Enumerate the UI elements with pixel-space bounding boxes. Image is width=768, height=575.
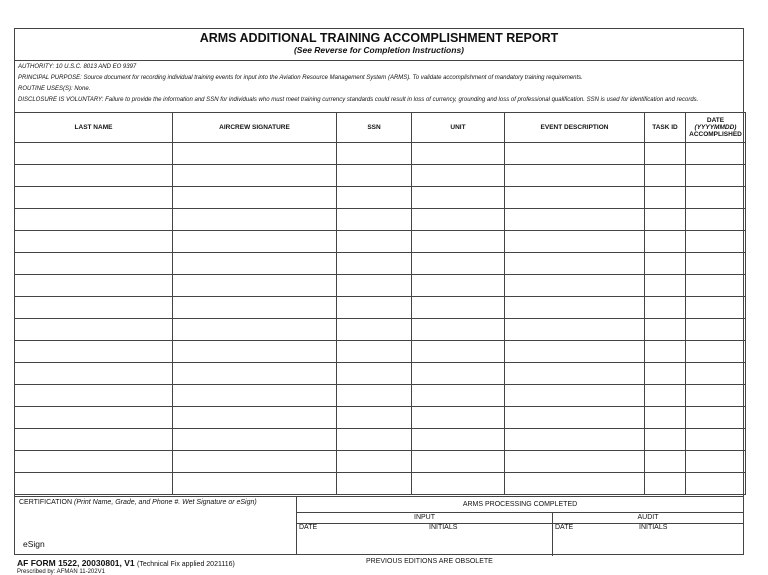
task-id-cell[interactable]	[645, 165, 686, 187]
authority-text: AUTHORITY: 10 U.S.C. 8013 AND EO 9397	[18, 64, 137, 70]
signature-cell[interactable]	[173, 275, 337, 297]
obsolete-notice: PREVIOUS EDITIONS ARE OBSOLETE	[366, 558, 493, 565]
prescribed-by: Prescribed by: AFMAN 11-202V1	[17, 569, 105, 575]
signature-cell[interactable]	[173, 473, 337, 495]
table-row	[15, 385, 746, 407]
date-cell[interactable]	[686, 165, 746, 187]
event-cell[interactable]	[505, 363, 645, 385]
ssn-cell[interactable]	[337, 473, 412, 495]
table-row	[15, 407, 746, 429]
ssn-cell[interactable]	[337, 451, 412, 473]
unit-cell[interactable]	[412, 429, 505, 451]
signature-cell[interactable]	[173, 209, 337, 231]
table-row	[15, 363, 746, 385]
event-cell[interactable]	[505, 429, 645, 451]
event-cell[interactable]	[505, 297, 645, 319]
unit-cell[interactable]	[412, 231, 505, 253]
task-id-cell[interactable]	[645, 253, 686, 275]
date-cell[interactable]	[686, 297, 746, 319]
date-label: DATE	[706, 117, 725, 124]
arms-title: ARMS PROCESSING COMPLETED	[297, 497, 743, 513]
col-unit: UNIT	[412, 113, 505, 143]
task-id-cell[interactable]	[645, 451, 686, 473]
signature-cell[interactable]	[173, 341, 337, 363]
date-cell[interactable]	[686, 209, 746, 231]
ssn-cell[interactable]	[337, 253, 412, 275]
last-name-cell[interactable]	[15, 209, 173, 231]
unit-cell[interactable]	[412, 297, 505, 319]
table-row	[15, 165, 746, 187]
event-cell[interactable]	[505, 319, 645, 341]
last-name-cell[interactable]	[15, 385, 173, 407]
date-cell[interactable]	[686, 319, 746, 341]
unit-cell[interactable]	[412, 209, 505, 231]
ssn-cell[interactable]	[337, 187, 412, 209]
date-cell[interactable]	[686, 451, 746, 473]
event-cell[interactable]	[505, 253, 645, 275]
form-id: AF FORM 1522, 20030801, V1	[17, 558, 135, 568]
table-row	[15, 231, 746, 253]
last-name-cell[interactable]	[15, 473, 173, 495]
col-signature: AIRCREW SIGNATURE	[173, 113, 337, 143]
signature-cell[interactable]	[173, 407, 337, 429]
ssn-cell[interactable]	[337, 363, 412, 385]
unit-cell[interactable]	[412, 253, 505, 275]
table-row	[15, 451, 746, 473]
event-cell[interactable]	[505, 143, 645, 165]
last-name-cell[interactable]	[15, 429, 173, 451]
ssn-cell[interactable]	[337, 297, 412, 319]
signature-cell[interactable]	[173, 451, 337, 473]
disclosure-text: DISCLOSURE IS VOLUNTARY: Failure to provide the information and SSN for individuals who must meet training currency standards could result in loss of currency, grounding and loss of professional qualification. SSN is used for identification and records.	[18, 97, 699, 103]
col-event: EVENT DESCRIPTION	[505, 113, 645, 143]
table-row	[15, 429, 746, 451]
ssn-cell[interactable]	[337, 209, 412, 231]
date-cell[interactable]	[686, 275, 746, 297]
last-name-cell[interactable]	[15, 231, 173, 253]
table-row	[15, 319, 746, 341]
date-cell[interactable]	[686, 253, 746, 275]
input-date-field[interactable]: DATE	[299, 524, 318, 531]
signature-cell[interactable]	[173, 187, 337, 209]
certification-hint: (Print Name, Grade, and Phone #. Wet Signature or eSign)	[73, 499, 257, 506]
audit-label: AUDIT	[553, 513, 743, 524]
table-row	[15, 341, 746, 363]
signature-cell[interactable]	[173, 319, 337, 341]
event-cell[interactable]	[505, 209, 645, 231]
event-cell[interactable]	[505, 187, 645, 209]
unit-cell[interactable]	[412, 187, 505, 209]
ssn-cell[interactable]	[337, 341, 412, 363]
task-id-cell[interactable]	[645, 143, 686, 165]
unit-cell[interactable]	[412, 275, 505, 297]
unit-cell[interactable]	[412, 341, 505, 363]
ssn-cell[interactable]	[337, 275, 412, 297]
event-cell[interactable]	[505, 451, 645, 473]
task-id-cell[interactable]	[645, 231, 686, 253]
last-name-cell[interactable]	[15, 341, 173, 363]
date-cell[interactable]	[686, 231, 746, 253]
input-label: INPUT	[297, 513, 552, 524]
table-row	[15, 143, 746, 165]
date-cell[interactable]	[686, 407, 746, 429]
privacy-act-statement	[15, 60, 743, 113]
col-ssn: SSN	[337, 113, 412, 143]
unit-cell[interactable]	[412, 165, 505, 187]
task-id-cell[interactable]	[645, 341, 686, 363]
task-id-cell[interactable]	[645, 429, 686, 451]
ssn-cell[interactable]	[337, 385, 412, 407]
last-name-cell[interactable]	[15, 319, 173, 341]
task-id-cell[interactable]	[645, 473, 686, 495]
last-name-cell[interactable]	[15, 407, 173, 429]
form-subtitle: (See Reverse for Completion Instructions)	[293, 45, 465, 55]
training-table	[14, 112, 746, 495]
task-id-cell[interactable]	[645, 407, 686, 429]
task-id-cell[interactable]	[645, 385, 686, 407]
table-row	[15, 209, 746, 231]
table-row	[15, 187, 746, 209]
ssn-cell[interactable]	[337, 407, 412, 429]
input-section	[297, 513, 553, 556]
technical-fix: (Technical Fix applied 2021116)	[137, 561, 235, 568]
signature-cell[interactable]	[173, 253, 337, 275]
event-cell[interactable]	[505, 275, 645, 297]
unit-cell[interactable]	[412, 363, 505, 385]
routine-uses-text: ROUTINE USES(S): None.	[18, 86, 91, 92]
arms-processing-section	[297, 496, 743, 556]
last-name-cell[interactable]	[15, 363, 173, 385]
task-id-cell[interactable]	[645, 187, 686, 209]
signature-cell[interactable]	[173, 297, 337, 319]
esign-button[interactable]: eSign	[23, 539, 45, 549]
last-name-cell[interactable]	[15, 187, 173, 209]
task-id-cell[interactable]	[645, 363, 686, 385]
ssn-cell[interactable]	[337, 165, 412, 187]
col-date	[686, 113, 746, 143]
form-number	[17, 558, 235, 568]
table-row	[15, 473, 746, 495]
signature-cell[interactable]	[173, 363, 337, 385]
unit-cell[interactable]	[412, 451, 505, 473]
purpose-text: PRINCIPAL PURPOSE: Source document for recording individual training events for input into the Aviation Resource Management System (ARMS). To validate accomplishment of mandatory training requirements.	[18, 75, 583, 81]
table-row	[15, 297, 746, 319]
event-cell[interactable]	[505, 385, 645, 407]
date-cell[interactable]	[686, 187, 746, 209]
date-accomplished: ACCOMPLISHED	[689, 131, 742, 138]
unit-cell[interactable]	[412, 385, 505, 407]
table-row	[15, 275, 746, 297]
date-cell[interactable]	[686, 385, 746, 407]
table-row	[15, 253, 746, 275]
last-name-cell[interactable]	[15, 297, 173, 319]
training-report-form	[14, 28, 744, 555]
ssn-cell[interactable]	[337, 429, 412, 451]
certification-label: CERTIFICATION	[19, 499, 73, 506]
last-name-cell[interactable]	[15, 275, 173, 297]
certification-section[interactable]	[15, 496, 297, 555]
audit-initials-field[interactable]: INITIALS	[639, 524, 668, 531]
last-name-cell[interactable]	[15, 253, 173, 275]
input-initials-field[interactable]: INITIALS	[429, 524, 458, 531]
event-cell[interactable]	[505, 165, 645, 187]
signature-cell[interactable]	[173, 429, 337, 451]
signature-cell[interactable]	[173, 143, 337, 165]
col-last-name: LAST NAME	[15, 113, 173, 143]
ssn-cell[interactable]	[337, 231, 412, 253]
form-title: ARMS ADDITIONAL TRAINING ACCOMPLISHMENT REPORT	[199, 31, 559, 45]
date-cell[interactable]	[686, 429, 746, 451]
date-cell[interactable]	[686, 473, 746, 495]
date-cell[interactable]	[686, 363, 746, 385]
unit-cell[interactable]	[412, 407, 505, 429]
unit-cell[interactable]	[412, 319, 505, 341]
col-task-id: TASK ID	[645, 113, 686, 143]
unit-cell[interactable]	[412, 473, 505, 495]
date-cell[interactable]	[686, 341, 746, 363]
ssn-cell[interactable]	[337, 319, 412, 341]
signature-cell[interactable]	[173, 231, 337, 253]
task-id-cell[interactable]	[645, 297, 686, 319]
signature-cell[interactable]	[173, 385, 337, 407]
date-cell[interactable]	[686, 143, 746, 165]
task-id-cell[interactable]	[645, 319, 686, 341]
last-name-cell[interactable]	[15, 165, 173, 187]
signature-cell[interactable]	[173, 165, 337, 187]
event-cell[interactable]	[505, 231, 645, 253]
audit-date-field[interactable]: DATE	[555, 524, 574, 531]
task-id-cell[interactable]	[645, 275, 686, 297]
date-format: (YYYYMMDD)	[694, 124, 737, 131]
event-cell[interactable]	[505, 473, 645, 495]
last-name-cell[interactable]	[15, 451, 173, 473]
event-cell[interactable]	[505, 407, 645, 429]
ssn-cell[interactable]	[337, 143, 412, 165]
unit-cell[interactable]	[412, 143, 505, 165]
last-name-cell[interactable]	[15, 143, 173, 165]
audit-section	[553, 513, 743, 556]
event-cell[interactable]	[505, 341, 645, 363]
task-id-cell[interactable]	[645, 209, 686, 231]
